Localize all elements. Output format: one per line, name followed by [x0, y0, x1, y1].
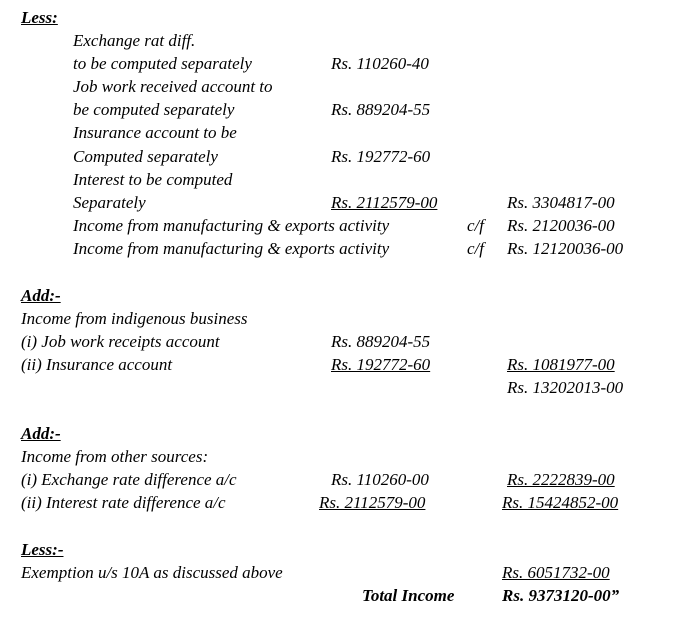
less-line-insurance-1: Insurance account to be: [73, 123, 237, 142]
total-income-label: Total Income: [362, 586, 455, 605]
add-indigenous-item-1-label: (i) Job work receipts account: [21, 332, 220, 351]
add-other-item-2-label: (ii) Interest rate difference a/c: [21, 493, 226, 512]
add-other-heading: Add:-: [21, 424, 61, 443]
income-mfg-cf-2: c/f: [467, 239, 484, 258]
add-other-subtotal: Rs. 2222839-00: [507, 470, 615, 489]
add-indigenous-item-1-amount: Rs. 889204-55: [331, 332, 431, 351]
add-indigenous-title: Income from indigenous business: [21, 309, 248, 328]
less-line-jobwork-2: be computed separately: [73, 100, 235, 119]
add-other-item-1-label: (i) Exchange rate difference a/c: [21, 470, 237, 489]
less-line-exchange-2: to be computed separately: [73, 54, 252, 73]
less-amount-exchange: Rs. 110260-40: [331, 54, 429, 73]
income-mfg-amount-1: Rs. 2120036-00: [507, 216, 615, 235]
add-other-running-total: Rs. 15424852-00: [502, 493, 619, 512]
less-exemption-label: Exemption u/s 10A as discussed above: [21, 563, 283, 582]
less-line-insurance-2: Computed separately: [73, 147, 218, 166]
add-indigenous-running-total: Rs. 13202013-00: [507, 378, 624, 397]
less-amount-total: Rs. 3304817-00: [507, 193, 615, 212]
add-indigenous-subtotal: Rs. 1081977-00: [507, 355, 615, 374]
add-other-title: Income from other sources:: [21, 447, 209, 466]
less-line-jobwork-1: Job work received account to: [73, 77, 273, 96]
less-exemption-amount: Rs. 6051732-00: [502, 563, 610, 582]
add-indigenous-item-2-label: (ii) Insurance account: [21, 355, 173, 374]
less-line-interest-2: Separately: [73, 193, 146, 212]
add-other-item-2-amount: Rs. 2112579-00: [319, 493, 426, 512]
add-indigenous-item-2-amount: Rs. 192772-60: [331, 355, 431, 374]
less-amount-insurance: Rs. 192772-60: [331, 147, 431, 166]
income-mfg-label-2: Income from manufacturing & exports activity: [73, 239, 390, 258]
less-amount-interest: Rs. 2112579-00: [331, 193, 438, 212]
less-line-interest-1: Interest to be computed: [73, 170, 233, 189]
add-other-item-1-amount: Rs. 110260-00: [331, 470, 429, 489]
income-mfg-label-1: Income from manufacturing & exports activity: [73, 216, 390, 235]
income-mfg-cf-1: c/f: [467, 216, 484, 235]
less-amount-jobwork: Rs. 889204-55: [331, 100, 431, 119]
less-line-exchange-1: Exchange rat diff.: [73, 31, 196, 50]
less-heading: Less:: [21, 8, 58, 27]
add-indigenous-heading: Add:-: [21, 286, 61, 305]
income-mfg-amount-2: Rs. 12120036-00: [507, 239, 624, 258]
total-income-amount: Rs. 9373120-00”: [502, 586, 620, 605]
less-exemption-heading: Less:-: [21, 540, 64, 559]
